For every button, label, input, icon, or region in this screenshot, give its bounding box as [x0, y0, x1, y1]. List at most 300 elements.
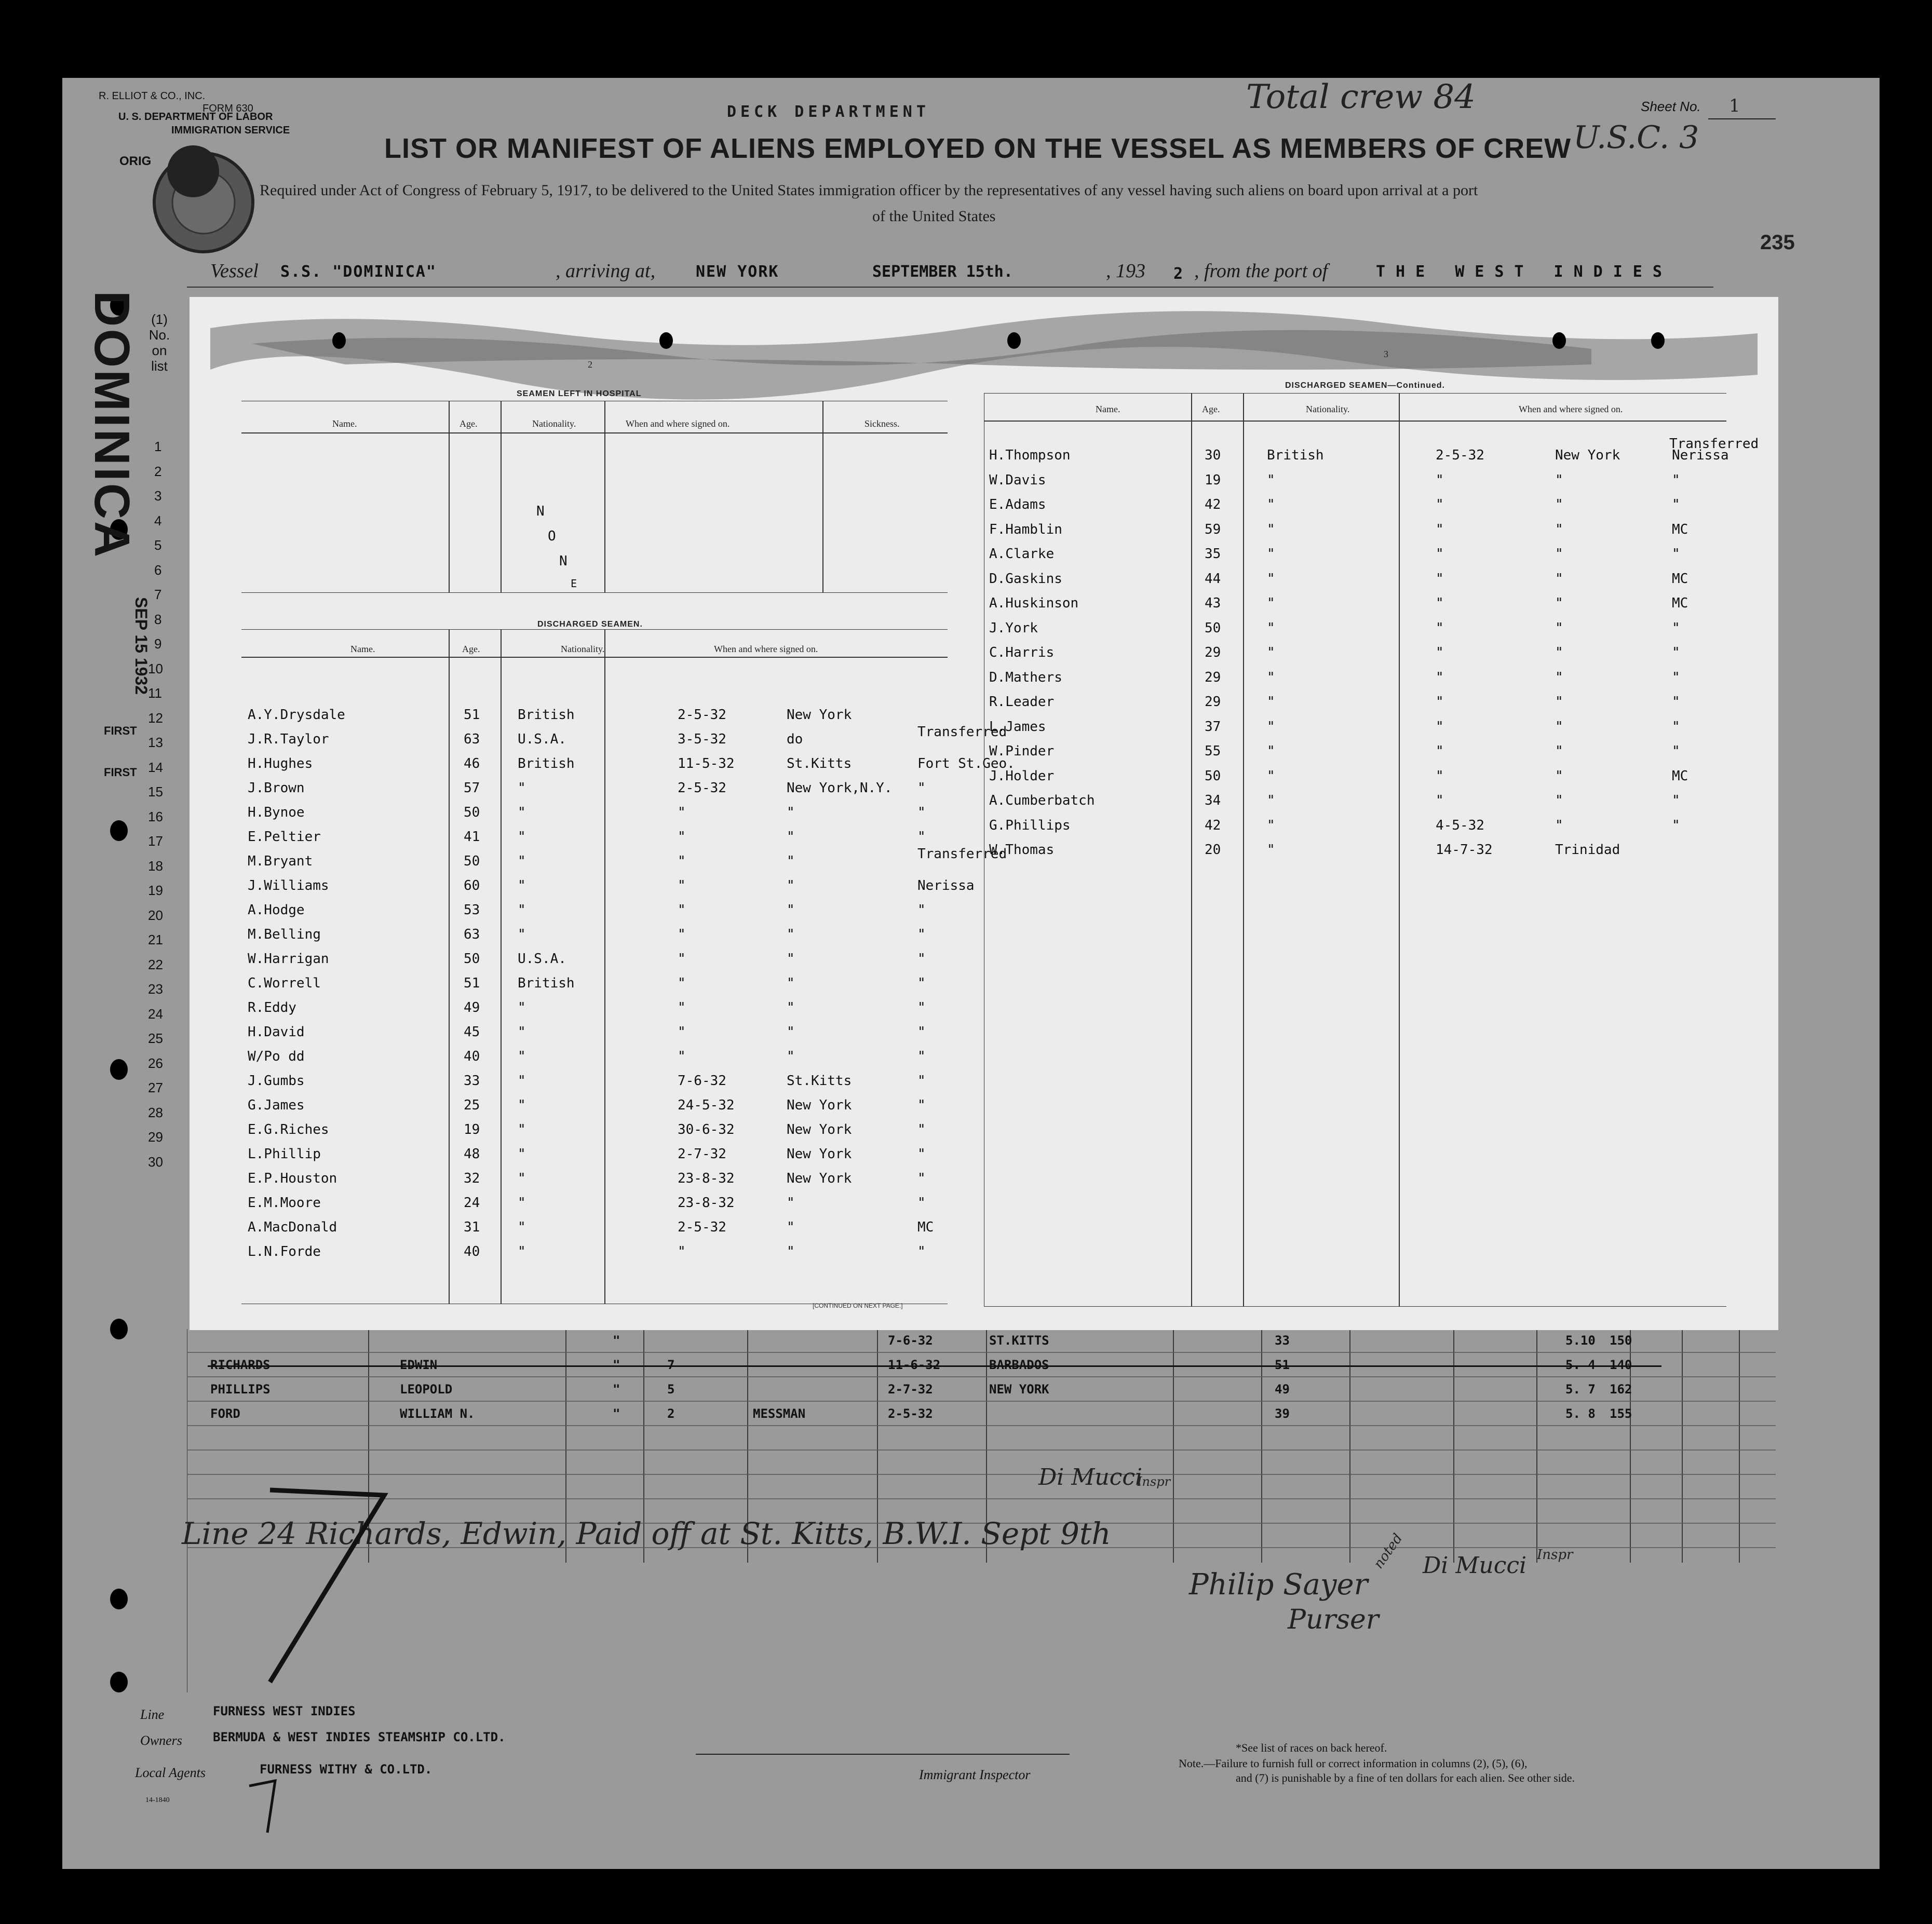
- signed-on-place: New York: [787, 1098, 852, 1113]
- document-subtitle-line2: of the United States: [872, 208, 996, 225]
- hospital-header-sickness: Sickness.: [864, 418, 900, 429]
- seaman-nationality: ": [518, 829, 526, 845]
- signed-on-date: 4-5-32: [1436, 817, 1484, 833]
- crew-age: 39: [1275, 1406, 1290, 1421]
- seaman-note: ": [917, 1000, 926, 1015]
- signed-on-date: 2-5-32: [678, 707, 726, 723]
- discharged-header-name: Name.: [350, 644, 375, 654]
- seaman-note: ": [917, 1122, 926, 1137]
- seaman-nationality: British: [518, 975, 575, 991]
- seaman-name: H.Thompson: [989, 448, 1071, 463]
- crew-weight: 162: [1610, 1382, 1632, 1397]
- signed-on-place: do: [787, 731, 803, 747]
- seaman-note: ": [917, 1098, 926, 1113]
- crew-rating: MESSMAN: [753, 1406, 806, 1421]
- row-number: 3: [154, 488, 162, 504]
- row-number-column-header: (1) No. on list: [148, 311, 170, 374]
- seaman-nationality: ": [1267, 497, 1275, 512]
- seaman-nationality: ": [1267, 620, 1275, 636]
- seaman-age: 20: [1205, 842, 1221, 858]
- seaman-note: Fort St.Geo.: [917, 756, 1015, 771]
- year-label: , 193: [1106, 260, 1145, 282]
- signed-on-date: 3-5-32: [678, 731, 726, 747]
- seaman-age: 19: [464, 1122, 480, 1137]
- signed-on-place: New York,N.Y.: [787, 780, 893, 796]
- signed-on-place: St.Kitts: [787, 756, 852, 771]
- seaman-name: J.Williams: [248, 878, 329, 893]
- signed-on-date: ": [1436, 743, 1444, 759]
- seaman-nationality: ": [518, 1098, 526, 1113]
- signed-on-date: ": [1436, 571, 1444, 587]
- crew-height: 5. 4: [1565, 1358, 1596, 1372]
- seaman-name: J.R.Taylor: [248, 731, 329, 747]
- arriving-label: , arriving at,: [556, 260, 656, 282]
- signed-on-place: New York: [787, 1171, 852, 1186]
- row-number: 5: [154, 537, 162, 553]
- seaman-note: Transferred: [917, 724, 1007, 740]
- signed-on-date: ": [1436, 497, 1444, 512]
- line-label: Line: [140, 1707, 165, 1722]
- seaman-nationality: ": [1267, 694, 1275, 710]
- discharged-header-signed-on: When and where signed on.: [714, 644, 818, 654]
- crew-height: 5. 8: [1565, 1406, 1596, 1421]
- seaman-age: 46: [464, 756, 480, 771]
- punch-hole: [332, 332, 346, 349]
- seaman-name: A.Hodge: [248, 902, 305, 918]
- seaman-note: ": [917, 975, 926, 991]
- seaman-age: 34: [1205, 793, 1221, 808]
- crew-weight: 150: [1610, 1333, 1632, 1348]
- signed-on-place: ": [787, 1024, 795, 1040]
- seaman-nationality: ": [518, 805, 526, 820]
- seaman-age: 51: [464, 707, 480, 723]
- seaman-nationality: ": [518, 1146, 526, 1162]
- signed-on-place: ": [787, 1220, 795, 1235]
- seaman-nationality: ": [518, 927, 526, 942]
- seaman-nationality: ": [518, 1171, 526, 1186]
- seaman-age: 31: [464, 1220, 480, 1235]
- seaman-nationality: ": [1267, 571, 1275, 587]
- seaman-note: ": [917, 1024, 926, 1040]
- row-number: 25: [148, 1031, 163, 1046]
- fine-note-line1: Note.—Failure to furnish full or correct information in columns (2), (5), (6),: [1179, 1757, 1528, 1770]
- row-number: 2: [154, 463, 162, 479]
- document-title: LIST OR MANIFEST OF ALIENS EMPLOYED ON THE VESSEL AS MEMBERS OF CREW: [384, 133, 1572, 164]
- seaman-name: G.James: [248, 1098, 305, 1113]
- seaman-age: 43: [1205, 595, 1221, 611]
- seaman-note: ": [917, 829, 926, 845]
- crew-weight: 140: [1610, 1358, 1632, 1372]
- seaman-age: 41: [464, 829, 480, 845]
- discharged-header-nationality: Nationality.: [561, 644, 605, 654]
- seaman-name: L.James: [989, 719, 1046, 735]
- signed-on-date: ": [1436, 620, 1444, 636]
- row-number: 20: [148, 907, 163, 923]
- seaman-age: 45: [464, 1024, 480, 1040]
- row-number: 21: [148, 932, 163, 947]
- from-port-label: , from the port of: [1194, 260, 1328, 282]
- date-stamp: SEP 15 1932: [132, 597, 151, 695]
- signed-on-date: ": [1436, 645, 1444, 660]
- row-number: 26: [148, 1055, 163, 1071]
- seaman-note: ": [1672, 546, 1680, 562]
- signed-on-date: ": [678, 975, 686, 991]
- signed-on-place: ": [787, 853, 795, 869]
- seaman-name: J.Brown: [248, 780, 305, 796]
- seaman-nationality: ": [518, 902, 526, 918]
- hospital-header-age: Age.: [460, 418, 478, 429]
- seaman-nationality: ": [1267, 743, 1275, 759]
- signed-on-date: ": [678, 878, 686, 893]
- signed-on-place: ": [787, 805, 795, 820]
- signed-on-place: ": [1555, 620, 1563, 636]
- handwritten-seven: [260, 1485, 395, 1692]
- seaman-note: MC: [1672, 768, 1688, 784]
- crew-age: 33: [1275, 1333, 1290, 1348]
- engaged-port: NEW YORK: [989, 1382, 1049, 1397]
- engaged-port: ST.KITTS: [989, 1333, 1049, 1348]
- seaman-nationality: ": [1267, 793, 1275, 808]
- signed-on-date: ": [1436, 768, 1444, 784]
- seaman-note: MC: [1672, 521, 1688, 537]
- seaman-note: ": [917, 927, 926, 942]
- vessel-label: Vessel: [210, 260, 259, 282]
- document-subtitle-line1: Required under Act of Congress of February 5, 1917, to be delivered to the United States immigration officer by the representatives of any vessel having such aliens on board upon arrival at a port: [260, 182, 1478, 199]
- department-heading: DECK DEPARTMENT: [727, 103, 930, 121]
- seaman-name: A.MacDonald: [248, 1220, 337, 1235]
- signed-on-date: ": [678, 805, 686, 820]
- seaman-name: H.Bynoe: [248, 805, 305, 820]
- seaman-nationality: ": [518, 1049, 526, 1064]
- row-number: 9: [154, 636, 162, 652]
- crew-height: 5. 7: [1565, 1382, 1596, 1397]
- row-number: 1: [154, 439, 162, 454]
- signed-on-place: ": [787, 902, 795, 918]
- races-note: *See list of races on back hereof.: [1236, 1741, 1387, 1754]
- vessel-name: S.S. "DOMINICA": [280, 263, 437, 281]
- signed-on-place: New York: [787, 1146, 852, 1162]
- inspector-title: Inspr: [1537, 1547, 1573, 1563]
- seaman-name: F.Hamblin: [989, 521, 1062, 537]
- row-number: 14: [148, 759, 163, 775]
- signed-on-place: ": [787, 829, 795, 845]
- seaman-name: D.Mathers: [989, 669, 1062, 685]
- engaged-date: 7-6-32: [888, 1333, 933, 1348]
- arrival-year: 2: [1173, 265, 1184, 283]
- water-stain: [190, 297, 1778, 401]
- inspector-title: Inspr: [1137, 1474, 1171, 1489]
- row-number: 16: [148, 808, 163, 824]
- purser-signature: Philip Sayer: [1189, 1568, 1368, 1602]
- seaman-age: 42: [1205, 817, 1221, 833]
- seaman-nationality: ": [1267, 817, 1275, 833]
- seaman-age: 55: [1205, 743, 1221, 759]
- engaged-date: 11-6-32: [888, 1358, 941, 1372]
- crew-height: 5.10: [1565, 1333, 1596, 1348]
- form-code: 14-1840: [145, 1796, 170, 1804]
- signed-on-place: Trinidad: [1555, 842, 1620, 858]
- seaman-name: J.York: [989, 620, 1038, 636]
- seaman-note: ": [1672, 719, 1680, 735]
- none-letter: E: [571, 577, 577, 590]
- ship-name-stamp: DOMINICA: [84, 291, 140, 560]
- seaman-nationality: British: [518, 707, 575, 723]
- seaman-age: 37: [1205, 719, 1221, 735]
- seaman-age: 42: [1205, 497, 1221, 512]
- signed-on-date: ": [678, 829, 686, 845]
- row-number: 27: [148, 1080, 163, 1095]
- row-number: 15: [148, 784, 163, 800]
- fine-note-line2: and (7) is punishable by a fine of ten dollars for each alien. See other side.: [1236, 1771, 1575, 1784]
- seaman-age: 50: [1205, 620, 1221, 636]
- seaman-name: A.Y.Drysdale: [248, 707, 345, 723]
- seaman-nationality: British: [1267, 448, 1324, 463]
- seaman-age: 32: [464, 1171, 480, 1186]
- total-crew-note: Total crew 84: [1246, 78, 1476, 116]
- sheet-number: 1: [1729, 96, 1740, 116]
- signed-on-place: St.Kitts: [787, 1073, 852, 1089]
- seaman-age: 50: [1205, 768, 1221, 784]
- row-number: 23: [148, 981, 163, 997]
- seaman-name: M.Bryant: [248, 853, 313, 869]
- signed-on-date: 11-5-32: [678, 756, 735, 771]
- seaman-note: ": [1672, 645, 1680, 660]
- inspector-signature: Di Mucci: [1423, 1552, 1527, 1579]
- signed-on-date: ": [678, 951, 686, 967]
- seaman-name: D.Gaskins: [989, 571, 1062, 587]
- seaman-nationality: ": [518, 1122, 526, 1137]
- seaman-name: A.Clarke: [989, 546, 1055, 562]
- signed-on-place: ": [1555, 497, 1563, 512]
- signed-on-place: ": [787, 1195, 795, 1211]
- signed-on-place: ": [1555, 472, 1563, 488]
- continued-note: [CONTINUED ON NEXT PAGE.]: [813, 1302, 903, 1309]
- seaman-age: 44: [1205, 571, 1221, 587]
- signed-on-place: ": [787, 1049, 795, 1064]
- signed-on-place: ": [1555, 645, 1563, 660]
- row-number: 6: [154, 562, 162, 578]
- seaman-name: W.Harrigan: [248, 951, 329, 967]
- seaman-note: MC: [1672, 595, 1688, 611]
- seaman-note: MC: [1672, 571, 1688, 587]
- punch-hole: [1007, 332, 1021, 349]
- seaman-nationality: ": [518, 1220, 526, 1235]
- seaman-name: E.P.Houston: [248, 1171, 337, 1186]
- punch-hole: [1552, 332, 1566, 349]
- signed-on-place: ": [787, 951, 795, 967]
- seaman-note: ": [917, 1171, 926, 1186]
- seaman-note: ": [917, 1244, 926, 1259]
- seaman-name: W.Pinder: [989, 743, 1055, 759]
- punch-hole: [110, 1319, 128, 1339]
- hospital-header-name: Name.: [332, 418, 357, 429]
- seaman-note: Nerissa: [1672, 448, 1729, 463]
- signed-on-place: New York: [787, 707, 852, 723]
- signed-on-date: ": [678, 1049, 686, 1064]
- local-agents-label: Local Agents: [135, 1765, 206, 1780]
- signed-on-date: ": [1436, 595, 1444, 611]
- seaman-note: ": [917, 1195, 926, 1211]
- crew-given-name: WILLIAM N.: [400, 1406, 475, 1421]
- signed-on-place: ": [1555, 793, 1563, 808]
- seaman-name: J.Gumbs: [248, 1073, 305, 1089]
- sheet-label: Sheet No.: [1641, 99, 1701, 114]
- seaman-name: G.Phillips: [989, 817, 1071, 833]
- seaman-age: 40: [464, 1049, 480, 1064]
- local-agents-value: FURNESS WITHY & CO.LTD.: [260, 1762, 433, 1777]
- signed-on-date: ": [1436, 521, 1444, 537]
- signed-on-date: 14-7-32: [1436, 842, 1493, 858]
- signed-on-date: 2-5-32: [1436, 448, 1484, 463]
- signed-on-place: ": [1555, 719, 1563, 735]
- seaman-age: 63: [464, 731, 480, 747]
- hospital-header-nationality: Nationality.: [532, 418, 576, 429]
- signed-on-date: ": [678, 853, 686, 869]
- signed-on-date: ": [678, 1024, 686, 1040]
- signed-on-date: ": [1436, 472, 1444, 488]
- seaman-nationality: ": [518, 1073, 526, 1089]
- signed-on-date: 2-5-32: [678, 780, 726, 796]
- signed-on-date: ": [1436, 694, 1444, 710]
- signed-on-place: ": [1555, 669, 1563, 685]
- printer-line: R. ELLIOT & CO., INC.: [99, 90, 206, 102]
- first-stamp: FIRST: [104, 766, 137, 779]
- signed-on-place: ": [787, 975, 795, 991]
- seaman-name: C.Worrell: [248, 975, 321, 991]
- seaman-nationality: ": [1267, 842, 1275, 858]
- seaman-age: 40: [464, 1244, 480, 1259]
- row-number: 28: [148, 1104, 163, 1120]
- seaman-note: ": [917, 1146, 926, 1162]
- crew-surname: RICHARDS: [210, 1358, 271, 1372]
- crew-given-name: EDWIN: [400, 1358, 438, 1372]
- discharged-header-age: Age.: [462, 644, 480, 654]
- page-number-left: 2: [588, 359, 592, 370]
- seaman-name: A.Huskinson: [989, 595, 1079, 611]
- seaman-age: 49: [464, 1000, 480, 1015]
- row-number: 8: [154, 611, 162, 627]
- line-value: FURNESS WEST INDIES: [213, 1704, 356, 1718]
- seaman-note: ": [1672, 497, 1680, 512]
- signed-on-date: 23-8-32: [678, 1171, 735, 1186]
- punch-hole: [110, 1059, 128, 1080]
- purser-title: Purser: [1288, 1604, 1379, 1635]
- seaman-nationality: British: [518, 756, 575, 771]
- seaman-note: Nerissa: [917, 878, 975, 893]
- noted-note: noted: [1371, 1530, 1406, 1572]
- seaman-name: W.Thomas: [989, 842, 1055, 858]
- seaman-age: 51: [464, 975, 480, 991]
- seaman-nationality: ": [518, 878, 526, 893]
- seaman-age: 50: [464, 951, 480, 967]
- signed-on-place: ": [1555, 743, 1563, 759]
- strike-through-line: [208, 1365, 1661, 1367]
- immigrant-inspector-label: Immigrant Inspector: [919, 1767, 1031, 1782]
- seaman-name: R.Leader: [989, 694, 1055, 710]
- signed-on-place: ": [787, 1244, 795, 1259]
- signed-on-date: ": [1436, 546, 1444, 562]
- punch-hole: [110, 820, 128, 841]
- seaman-nationality: ": [1267, 768, 1275, 784]
- seaman-name: L.N.Forde: [248, 1244, 321, 1259]
- seaman-note: ": [1672, 472, 1680, 488]
- inspector-signature-rule: [696, 1754, 1070, 1755]
- seaman-nationality: ": [518, 853, 526, 869]
- signed-on-date: 24-5-32: [678, 1098, 735, 1113]
- seaman-nationality: ": [518, 1244, 526, 1259]
- seaman-age: 57: [464, 780, 480, 796]
- signed-on-place: ": [787, 1000, 795, 1015]
- seaman-nationality: ": [1267, 521, 1275, 537]
- seaman-age: 63: [464, 927, 480, 942]
- seaman-note: ": [1672, 669, 1680, 685]
- signed-on-place: ": [1555, 595, 1563, 611]
- none-letter: N: [559, 553, 568, 569]
- owners-value: BERMUDA & WEST INDIES STEAMSHIP CO.LTD.: [213, 1730, 506, 1744]
- seaman-name: E.Adams: [989, 497, 1046, 512]
- seaman-note: ": [917, 805, 926, 820]
- seaman-name: W.Davis: [989, 472, 1046, 488]
- continued-header-age: Age.: [1202, 404, 1220, 414]
- row-number: 18: [148, 858, 163, 874]
- seaman-age: 35: [1205, 546, 1221, 562]
- seaman-note: ": [917, 902, 926, 918]
- crew-column-value: 2: [667, 1406, 675, 1421]
- row-number: 7: [154, 587, 162, 602]
- seaman-note: Transferred: [917, 846, 1007, 862]
- seaman-nationality: ": [518, 1195, 526, 1211]
- seaman-name: E.Peltier: [248, 829, 321, 845]
- row-number: 24: [148, 1006, 163, 1022]
- row-number: 22: [148, 956, 163, 972]
- page-number-right: 3: [1384, 349, 1388, 359]
- seaman-age: 29: [1205, 669, 1221, 685]
- signed-on-date: 7-6-32: [678, 1073, 726, 1089]
- seaman-note: ": [917, 951, 926, 967]
- handwritten-mark: [244, 1776, 286, 1838]
- seaman-name: A.Cumberbatch: [989, 793, 1095, 808]
- engaged-date: 2-5-32: [888, 1406, 933, 1421]
- row-number: 19: [148, 883, 163, 898]
- seaman-nationality: U.S.A.: [518, 731, 566, 747]
- crew-age: 49: [1275, 1382, 1290, 1397]
- seaman-name: R.Eddy: [248, 1000, 296, 1015]
- vessel-line-rule: [187, 287, 1713, 288]
- punch-hole: [659, 332, 673, 349]
- discharged-left-grid: [241, 629, 948, 1304]
- form-number: FORM 630: [202, 103, 253, 114]
- row-number: 13: [148, 735, 163, 750]
- seaman-note: ": [917, 1049, 926, 1064]
- sheet-number-rule: [1708, 118, 1776, 119]
- seaman-nationality: ": [1267, 595, 1275, 611]
- signed-on-date: 2-5-32: [678, 1220, 726, 1235]
- signed-on-date: ": [1436, 793, 1444, 808]
- continued-header-signed-on: When and where signed on.: [1519, 404, 1623, 414]
- seaman-name: E.M.Moore: [248, 1195, 321, 1211]
- seaman-nationality: ": [1267, 645, 1275, 660]
- seaman-name: W/Po dd: [248, 1049, 305, 1064]
- signed-on-date: ": [1436, 719, 1444, 735]
- crew-column-value: 7: [667, 1358, 675, 1372]
- continued-header-nationality: Nationality.: [1306, 404, 1350, 414]
- seaman-age: 19: [1205, 472, 1221, 488]
- none-letter: N: [536, 504, 545, 519]
- row-number: 12: [148, 710, 163, 726]
- seaman-age: 59: [1205, 521, 1221, 537]
- seaman-age: 29: [1205, 694, 1221, 710]
- crew-weight: 155: [1610, 1406, 1632, 1421]
